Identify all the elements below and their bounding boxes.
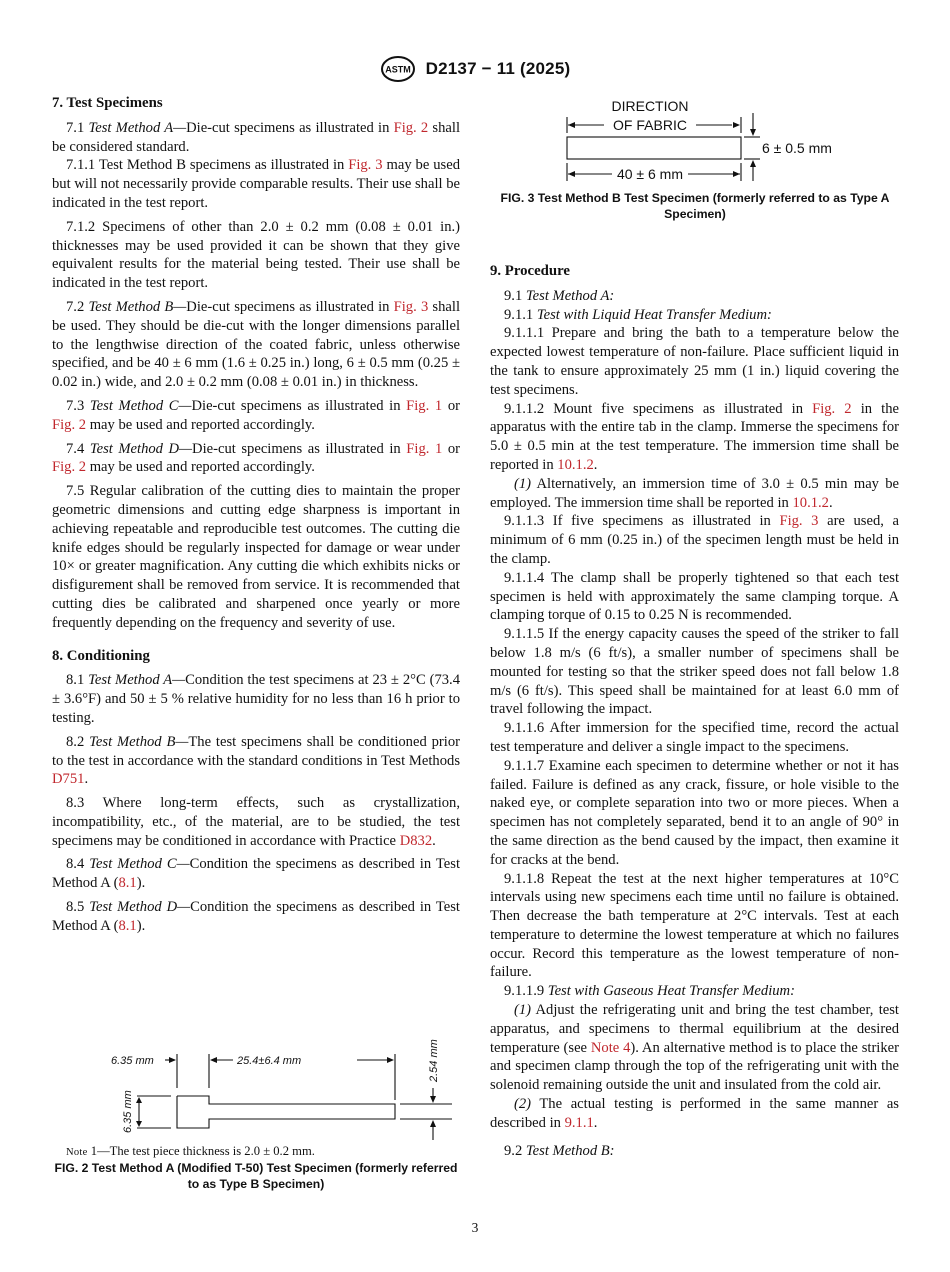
- direction-label-2: OF FABRIC: [613, 117, 687, 133]
- paragraph-9-1-1-3: 9.1.1.3 If five specimens as illustrated in Fig. 3 are used, a minimum of 6 mm (0.25 in.) of the specimen length must be held in the clamp.: [490, 513, 899, 567]
- paragraph-9-1-1-8: 9.1.1.8 Repeat the test at the next higher temperatures at 10°C intervals using new specimens each time until no failure is obtained. Then decrease the bath temperature at 2°C intervals. Test at each temperature to determine the lowest temperature at which no failures occur. Record this temperature as the lowest temperature of non-failure.: [490, 870, 899, 981]
- dim-length-label: 25.4±6.4 mm: [237, 1055, 302, 1067]
- d751-link[interactable]: D751: [52, 771, 85, 788]
- fig-3-caption: FIG. 3 Test Method B Test Specimen (formerly referred to as Type A Specimen): [500, 191, 890, 221]
- astm-logo: [380, 55, 416, 83]
- paragraph-9-1-1-1: 9.1.1.1 Prepare and bring the bath to a temperature below the expected lowest temperature of non-failure. Place sufficient liquid in the tank to ensure approximately 25 mm (1 in.) liquid covering the test specimens.: [490, 325, 899, 398]
- fig-1-link[interactable]: Fig. 1: [406, 397, 443, 414]
- paragraph-7-4: 7.4 Test Method D—Die-cut specimens as illustrated in Fig. 1 or Fig. 2 may be used and reported accordingly.: [52, 440, 461, 476]
- section-8-1-link[interactable]: 8.1: [118, 875, 137, 892]
- document-header: [0, 55, 950, 85]
- direction-label-1: DIRECTION: [611, 98, 689, 114]
- fig-1-link[interactable]: Fig. 1: [406, 440, 443, 457]
- paragraph-9-2: 9.2 Test Method B:: [504, 1142, 615, 1159]
- figure-3: [490, 95, 900, 222]
- fig-3-drawing: [560, 95, 830, 185]
- section-10-1-2-link[interactable]: 10.1.2: [792, 494, 829, 511]
- fig-3-link[interactable]: Fig. 3: [393, 298, 429, 315]
- paragraph-7-2: 7.2 Test Method B—Die-cut specimens as illustrated in Fig. 3 shall be used. They should be die-cut with the longer dimensions parallel to the lengthwise direction of the coated fabric, unless otherwise specified, and be 40 ± 6 mm (1.6 ± 0.25 in.) long, 6 ± 0.5 mm (0.25 ± 0.02 in.) wide, and 2.0 ± 0.2 mm (0.08 ± 0.01 in.) in thickness.: [52, 298, 460, 391]
- dim-tab-label: 6.35 mm: [111, 1055, 154, 1067]
- fig-2-drawing: [107, 1039, 440, 1142]
- paragraph-9-1-1-6: 9.1.1.6 After immersion for the specified time, record the actual test temperature and deliver a single impact to the specimens.: [490, 720, 899, 755]
- paragraph-9-1-1-2: 9.1.1.2 Mount five specimens as illustrated in Fig. 2 in the apparatus with the entire tab in the clamp. Immerse the specimens for 5.0 ± 0.5 min at the test temperature. The immersion time shall be reported in 10.1.2.: [490, 400, 899, 473]
- fig-2-link[interactable]: Fig. 2: [812, 400, 852, 417]
- page-number: 3: [471, 1220, 479, 1235]
- paragraph-8-5: 8.5 Test Method D—Condition the specimens as described in Test Method A (8.1).: [52, 899, 460, 934]
- right-column: [490, 262, 899, 1160]
- fig-2-caption: FIG. 2 Test Method A (Modified T-50) Test Specimen (formerly referred to as Type B Specimen): [54, 1161, 458, 1191]
- section-9-heading: 9. Procedure: [490, 263, 570, 279]
- paragraph-8-1: 8.1 Test Method A—Condition the test specimens at 23 ± 2°C (73.4 ± 3.6°F) and 50 ± 5 % relative humidity for no less than 16 h prior to testing.: [52, 672, 461, 726]
- fig-3-length-label: 40 ± 6 mm: [616, 166, 684, 182]
- fig-3-link[interactable]: Fig. 3: [779, 513, 819, 530]
- paragraph-8-4: 8.4 Test Method C—Condition the specimens as described in Test Method A (8.1).: [52, 856, 460, 892]
- fig-2-link[interactable]: Fig. 2: [52, 459, 87, 476]
- fig-3-width-label: 6 ± 0.5 mm: [762, 140, 832, 156]
- section-8-heading: 8. Conditioning: [52, 647, 150, 664]
- d832-link[interactable]: D832: [399, 832, 433, 849]
- paragraph-9-1-1-9: 9.1.1.9 Test with Gaseous Heat Transfer Medium:: [504, 983, 795, 1000]
- paragraph-9-1-1-7: 9.1.1.7 Examine each specimen to determine whether or not it has failed. Failure is defined as any crack, fissure, or hole visible to the naked eye, or complete separation into two or more pieces. When a specimen has not completely separated, bend it to an angle of 90° in the same direction as the bend caused by the impact, then examine it for cracks at the bend.: [490, 757, 899, 868]
- section-9-1-1-link[interactable]: 9.1.1: [564, 1114, 594, 1131]
- fig-2-link[interactable]: Fig. 2: [52, 416, 87, 433]
- paragraph-9-1-1-5: 9.1.1.5 If the energy capacity causes the speed of the striker to fall below 1.8 m/s (6 ft/s), a smaller number of specimens shall be mounted for testing so that the striker speed does not fall below 1.8 m/s (6 ft/s). This speed shall be maintained for at least 6.0 mm of travel following the impact.: [490, 626, 899, 718]
- dim-height-label: 6.35 mm: [122, 1090, 134, 1133]
- left-column: [52, 94, 460, 936]
- paragraph-8-2: 8.2 Test Method B—The test specimens shall be conditioned prior to the test in accordance with the standard conditions in Test Methods D751.: [52, 733, 460, 788]
- paragraph-9-1-1-2-1: (1) Alternatively, an immersion time of 3.0 ± 0.5 min may be employed. The immersion time shall be reported in 10.1.2.: [490, 475, 899, 511]
- figure-2: [52, 1040, 460, 1192]
- paragraph-7-5: 7.5 Regular calibration of the cutting dies to maintain the proper geometric dimensions and cutting edge sharpness is important in achieving repeatable and reproducible test outcomes. The cutting die knife edges should be regularly inspected for damage or wear under 10× or greater magnification. Any cutting die which exhibits nicks or disfigurement shall be removed from service. It is recommended that cutting dies be calibrated and sharpened once yearly or more frequently depending on the frequency and severity of use.: [52, 483, 460, 631]
- paragraph-7-1: 7.1 Test Method A—Die-cut specimens as illustrated in Fig. 2 shall be considered standard.: [52, 119, 460, 155]
- paragraph-9-1-1-9-1: (1) Adjust the refrigerating unit and bring the test chamber, test apparatus, and specimens to thermal equilibrium at the desired temperature (see Note 4). An alternative method is to place the striker and specimen clamp through the top of the refrigerating unit with the solenoid remaining outside the unit and insulated from the cold air.: [490, 1002, 899, 1094]
- dim-thickness-label: 2.54 mm: [428, 1039, 440, 1082]
- section-8-1-link[interactable]: 8.1: [118, 917, 137, 934]
- svg-text:ASTM: ASTM: [384, 64, 411, 75]
- section-10-1-2-link[interactable]: 10.1.2: [557, 456, 594, 473]
- paragraph-7-3: 7.3 Test Method C—Die-cut specimens as illustrated in Fig. 1 or Fig. 2 may be used and reported accordingly.: [52, 397, 461, 433]
- section-7-heading: 7. Test Specimens: [52, 95, 163, 111]
- fig-3-link[interactable]: Fig. 3: [348, 157, 383, 174]
- fig-2-link[interactable]: Fig. 2: [393, 119, 429, 136]
- paragraph-9-1-1-4: 9.1.1.4 The clamp shall be properly tightened so that each test specimen is held with approximately the same clamping torque. A clamping torque of 0.15 to 0.25 N is recommended.: [490, 569, 899, 624]
- paragraph-9-1-1: 9.1.1 Test with Liquid Heat Transfer Medium:: [504, 306, 772, 323]
- paragraph-9-1: 9.1 Test Method A:: [504, 287, 615, 304]
- paragraph-7-1-2: 7.1.2 Specimens of other than 2.0 ± 0.2 mm (0.08 ± 0.01 in.) thicknesses may be used provided it can be shown that they give equivalent results for the material being tested. Their use shall be indicated in the test report.: [52, 218, 460, 292]
- specimen-rect: [567, 137, 741, 159]
- paragraph-9-1-1-9-2: (2) The actual testing is performed in the same manner as described in 9.1.1.: [490, 1096, 899, 1131]
- standard-designation: D2137 − 11 (2025): [425, 59, 571, 78]
- paragraph-7-1-1: 7.1.1 Test Method B specimens as illustrated in Fig. 3 may be used but will not necessarily provide comparable results. Their use shall be indicated in the test report.: [52, 157, 460, 211]
- note-4-link[interactable]: Note 4: [590, 1039, 631, 1056]
- paragraph-8-3: 8.3 Where long-term effects, such as crystallization, incompatibility, etc., of the material, are to be studied, the test specimens may be conditioned in accordance with Practice D832.: [52, 795, 460, 849]
- fig-2-note: Note 1—The test piece thickness is 2.0 ± 0.2 mm.: [66, 1144, 315, 1158]
- specimen-outline: [177, 1096, 395, 1128]
